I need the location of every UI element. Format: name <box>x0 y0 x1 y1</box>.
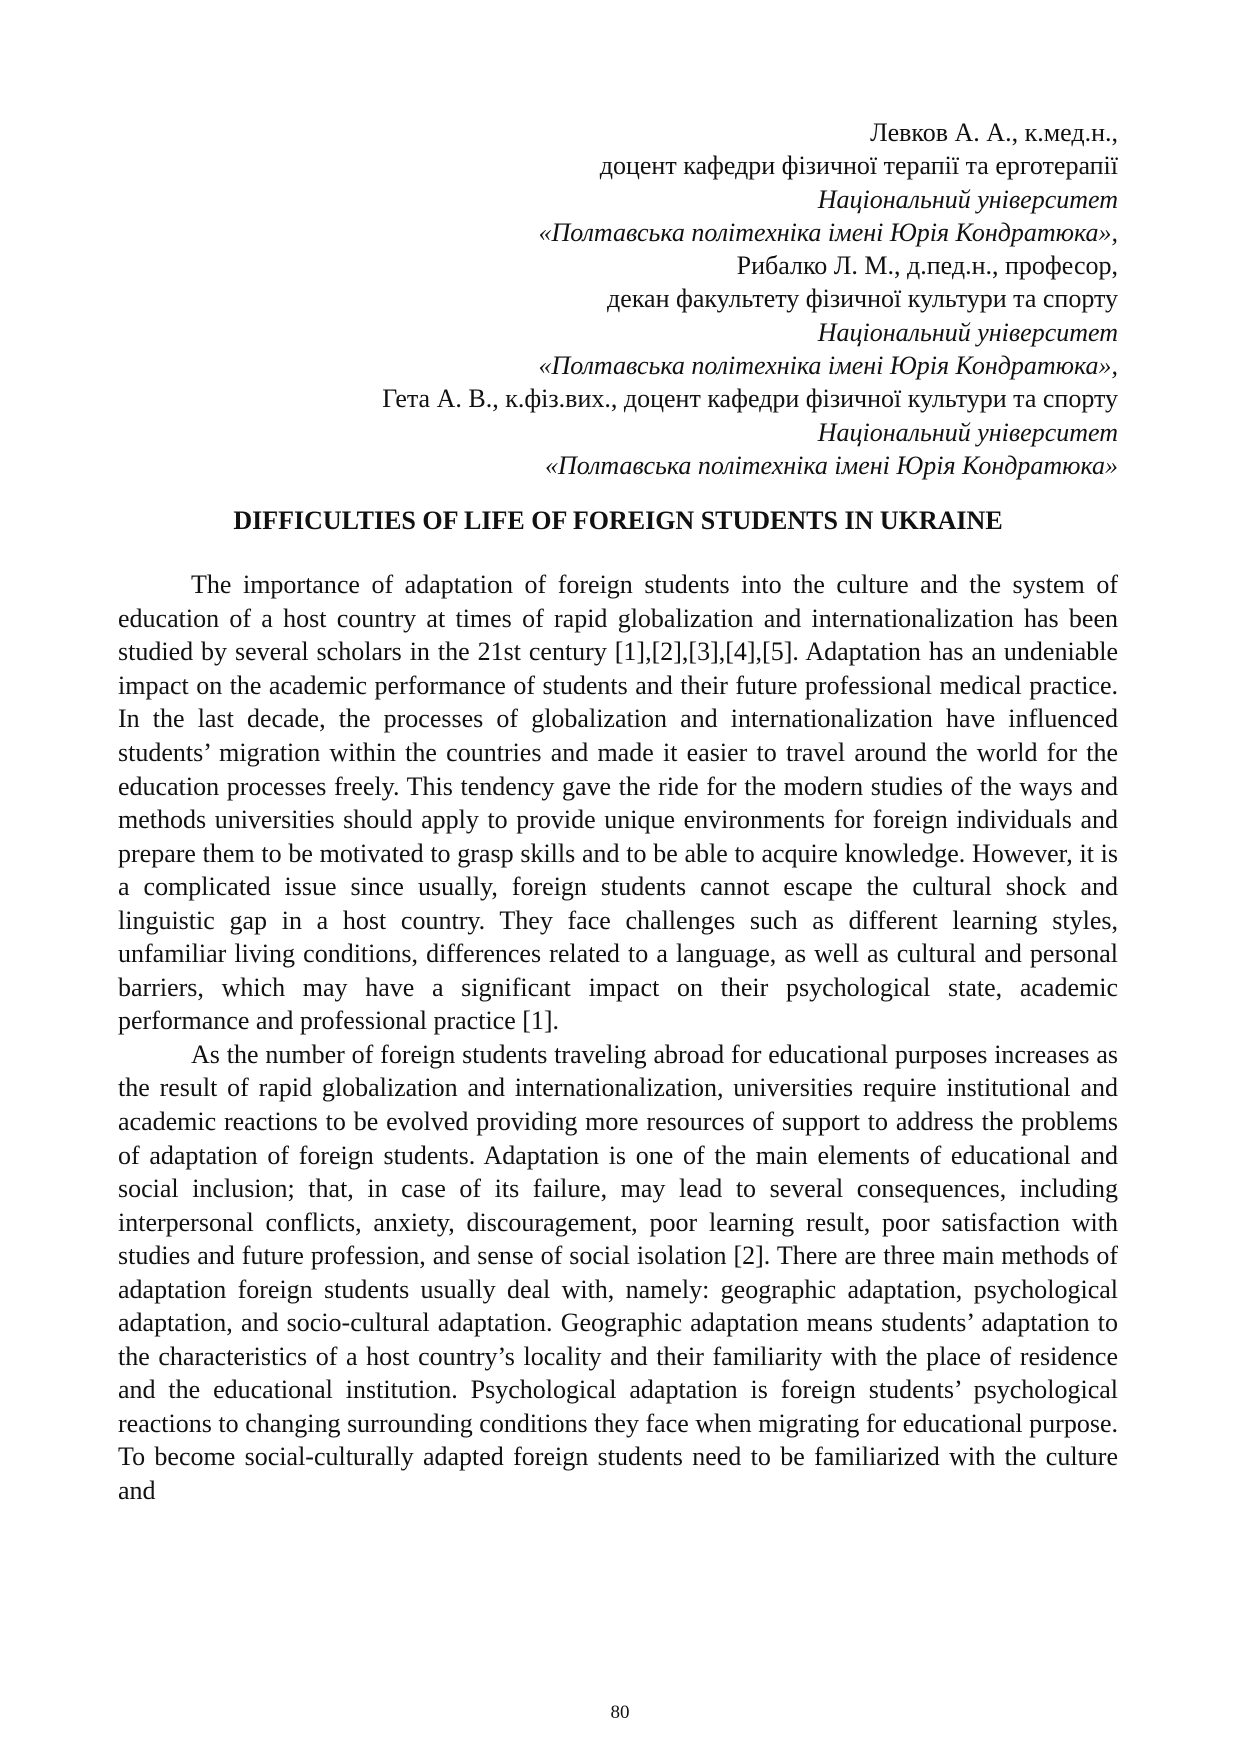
author-line-11: «Полтавська політехніка імені Юрія Кондратюка» <box>544 450 1118 480</box>
paper-title: DIFFICULTIES OF LIFE OF FOREIGN STUDENTS IN UKRAINE <box>233 506 1003 536</box>
paragraph-1: The importance of adaptation of foreign students into the culture and the system of education of a host country at times of rapid globalization and internationalization has been studied by several scholars in the 21st century [1],[2],[3],[4],[5]. Adaptation has an undeniable impact on the academic performance of students and their future professional medical practice. In the last decade, the processes of globalization and internationalization have influenced students’ migration within the countries and made it easier to travel around the world for the education processes freely. This tendency gave the ride for the modern studies of the ways and methods universities should apply to provide unique environments for foreign individuals and prepare them to be motivated to grasp skills and to be able to acquire knowledge. However, it is a complicated issue since usually, foreign students cannot escape the cultural shock and linguistic gap in a host country. They face challenges such as different learning styles, unfamiliar living conditions, differences related to a language, as well as cultural and personal barriers, which may have a significant impact on their psychological state, academic performance and professional practice [1]. <box>118 570 1118 1036</box>
author-affiliations <box>118 116 1118 482</box>
author-line-3: Національний університет <box>817 184 1118 214</box>
author-line-7: Національний університет <box>817 317 1118 347</box>
author-line-1: Левков А. А., к.мед.н., <box>870 118 1118 147</box>
paragraph-2: As the number of foreign students traveling abroad for educational purposes increases as the result of rapid globalization and internationalization, universities require institutional and academic reactions to be evolved providing more resources of support to address the problems of adaptation of foreign students. Adaptation is one of the main elements of educational and social inclusion; that, in case of its failure, may lead to several consequences, including interpersonal conflicts, anxiety, discouragement, poor learning result, poor satisfaction with studies and future profession, and sense of social isolation [2]. There are three main methods of adaptation foreign students usually deal with, namely: geographic adaptation, psychological adaptation, and socio-cultural adaptation. Geographic adaptation means students’ adaptation to the characteristics of a host country’s locality and their familiarity with the place of residence and the educational institution. Psychological adaptation is foreign students’ psychological reactions to changing surrounding conditions they face when migrating for educational purpose. To become social-culturally adapted foreign students need to be familiarized with the culture and <box>118 1039 1118 1506</box>
author-line-10: Національний університет <box>817 417 1118 447</box>
page-number: 80 <box>610 1702 630 1723</box>
page <box>118 116 1118 1508</box>
body-text <box>118 568 1118 1507</box>
author-line-2: доцент кафедри фізичної терапії та ерготерапії <box>599 151 1118 181</box>
author-line-9: Гета А. В., к.фіз.вих., доцент кафедри фізичної культури та спорту <box>382 384 1118 414</box>
author-line-6: декан факультету фізичної культури та спорту <box>607 284 1118 314</box>
author-line-5: Рибалко Л. М., д.пед.н., професор, <box>736 251 1118 281</box>
author-line-4: «Полтавська політехніка імені Юрія Кондратюка», <box>538 217 1118 247</box>
author-line-8: «Полтавська політехніка імені Юрія Кондратюка», <box>538 351 1118 381</box>
